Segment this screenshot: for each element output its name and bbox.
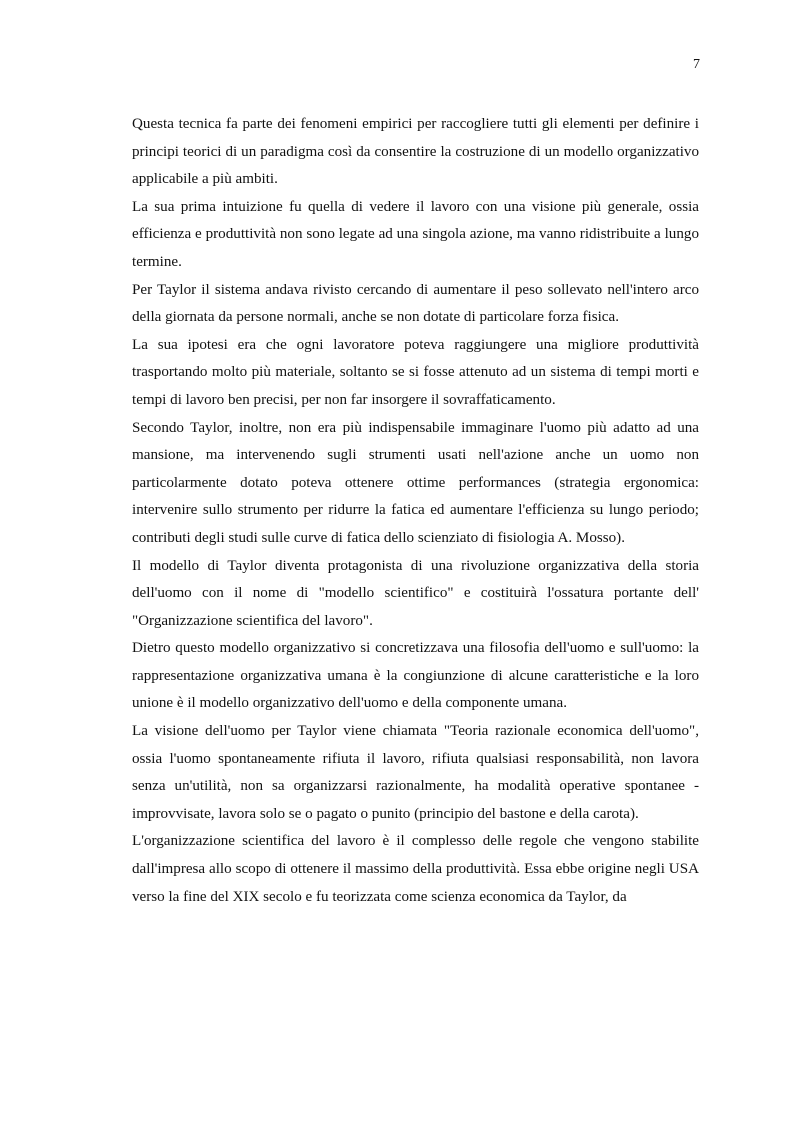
paragraph: L'organizzazione scientifica del lavoro è il complesso delle regole che vengono stabilite dall'impresa allo scopo di ottenere il massimo della produttività. Essa ebbe origine negli USA verso la fine del XIX secolo e fu teorizzata come scienza economica da Taylor, da — [132, 833, 699, 905]
paragraph: La visione dell'uomo per Taylor viene chiamata "Teoria razionale economica dell'uomo", ossia l'uomo spontaneamente rifiuta il lavoro, rifiuta qualsiasi responsabilità, non lavora senza un'utilità, non sa organizzarsi razionalmente, ha modalità operative spontanee - improvvisate, lavora solo se o pagato o punito (principio del bastone e della carota). — [132, 723, 699, 822]
paragraph: Secondo Taylor, inoltre, non era più indispensabile immaginare l'uomo più adatto ad una mansione, ma intervenendo sugli strumenti usati nell'azione anche un uomo non particolarmente dotato poteva ottenere ottime performances (strategia ergonomica: intervenire sullo strumento per ridurre la fatica ed aumentare l'efficienza su lungo periodo; contributi degli studi sulle curve di fatica dello scienziato di fisiologia A. Mosso). — [132, 419, 699, 546]
paragraph: Questa tecnica fa parte dei fenomeni empirici per raccogliere tutti gli elementi per definire i principi teorici di un paradigma così da consentire la costruzione di un modello organizzativo applicabile a più ambiti. — [132, 116, 699, 188]
paragraph: Dietro questo modello organizzativo si concretizzava una filosofia dell'uomo e sull'uomo: la rappresentazione organizzativa umana è la congiunzione di alcune caratteristiche e la loro unione è il modello organizzativo dell'uomo e della componente umana. — [132, 640, 699, 712]
paragraph: Il modello di Taylor diventa protagonista di una rivoluzione organizzativa della storia dell'uomo con il nome di "modello scientifico" e costituirà l'ossatura portante dell' "Organizzazione scientifica del lavoro". — [132, 557, 699, 629]
page-number: 7 — [693, 57, 700, 72]
body-text — [132, 111, 699, 911]
paragraph: Per Taylor il sistema andava rivisto cercando di aumentare il peso sollevato nell'intero arco della giornata da persone normali, anche se non dotate di particolare forza fisica. — [132, 281, 699, 326]
paragraph: La sua prima intuizione fu quella di vedere il lavoro con una visione più generale, ossia efficienza e produttività non sono legate ad una singola azione, ma vanno ridistribuite a lungo termine. — [132, 198, 699, 270]
paragraph: La sua ipotesi era che ogni lavoratore poteva raggiungere una migliore produttività trasportando molto più materiale, soltanto se si fosse attenuto ad un sistema di tempi morti e tempi di lavoro ben precisi, per non far insorgere il sovraffaticamento. — [132, 336, 699, 408]
